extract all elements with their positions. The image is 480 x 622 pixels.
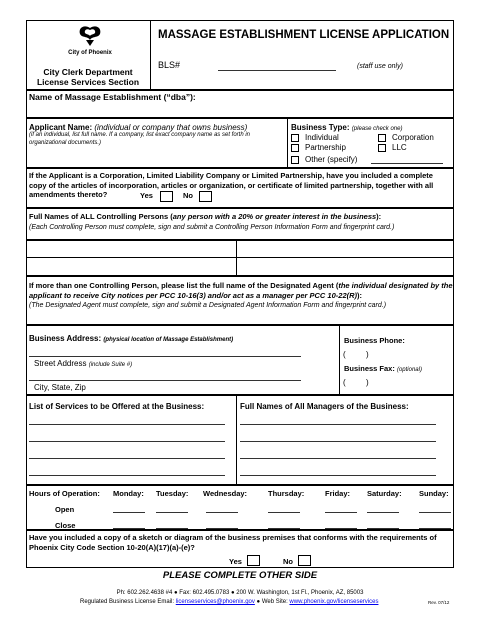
applicant-label-main: Applicant Name: — [29, 123, 93, 132]
address-label — [29, 334, 233, 343]
street-hint: (include Suite #) — [88, 362, 133, 368]
agent-text-a: If more than one Controlling Person, please list the full name of the Designated Agent ( — [29, 281, 339, 290]
applicant-label-sub: (individual or company that owns business) — [94, 123, 248, 132]
controlling-field-4[interactable] — [236, 257, 454, 276]
manager-line[interactable] — [240, 458, 436, 459]
option-corporation[interactable] — [378, 133, 434, 142]
footer-links — [80, 599, 378, 605]
option-individual[interactable] — [291, 133, 339, 142]
sketch-no-label: No — [283, 557, 293, 566]
checkbox-other[interactable] — [291, 156, 299, 164]
footer-contact: Ph: 602.262.4638 #4 ● Fax: 602.495.0783 ● 200 W. Washington, 1st Fl., Phoenix, AZ, 85003 — [116, 590, 364, 596]
option-corporation-label: Corporation — [392, 133, 434, 142]
corp-no-box[interactable] — [199, 191, 212, 202]
option-individual-label: Individual — [305, 133, 339, 142]
bls-label: BLS# — [158, 60, 181, 70]
agent-note: (The Designated Agent must complete, sign and submit a Designated Agent Information Form and fingerprint card.) — [29, 302, 387, 309]
close-label: Close — [55, 521, 76, 530]
day-thursday: Thursday: — [268, 489, 305, 498]
agent-text — [29, 281, 453, 300]
sketch-question: Have you included a copy of a sketch or diagram of the business premises that conforms with the requirements of Phoenix City Code Section 10-20(A)(17)(a)-(e)? — [29, 533, 437, 552]
close-monday[interactable] — [113, 528, 145, 529]
revision-label: Rev. 07/12 — [428, 600, 450, 605]
open-saturday[interactable] — [367, 512, 399, 513]
service-line[interactable] — [29, 475, 225, 476]
applicant-note: (if an individual, list full name. If a company, list exact company name as set forth in organizational documents.) — [29, 132, 250, 146]
sketch-no-box[interactable] — [298, 555, 311, 566]
header-divider — [150, 20, 151, 90]
business-type-main: Business Type: — [291, 123, 350, 132]
phone-paren-open: ( — [343, 350, 346, 359]
hours-label: Hours of Operation: — [29, 489, 100, 498]
day-sunday: Sunday: — [419, 489, 449, 498]
option-llc[interactable] — [378, 143, 407, 152]
manager-line[interactable] — [240, 441, 436, 442]
open-label: Open — [55, 505, 75, 514]
checkbox-corporation[interactable] — [378, 134, 386, 142]
open-tuesday[interactable] — [156, 512, 188, 513]
service-line[interactable] — [29, 458, 225, 459]
fax-hint: (optional) — [396, 367, 422, 373]
web-prefix: ● Web Site: — [256, 599, 288, 605]
managers-label: Full Names of All Managers of the Business: — [240, 402, 409, 411]
services-divider — [236, 395, 237, 485]
street-line[interactable] — [29, 356, 301, 357]
close-sunday[interactable] — [419, 528, 451, 529]
day-tuesday: Tuesday: — [156, 489, 189, 498]
day-wednesday: Wednesday: — [203, 489, 248, 498]
corp-yes-box[interactable] — [160, 191, 173, 202]
manager-line[interactable] — [240, 424, 436, 425]
corp-question: If the Applicant is a Corporation, Limited Liability Company or Limited Partnership, have you included a complete copy of the articles of incorporation, articles or organization, or certificate of limited partnership, together with all amendments thereto? — [29, 171, 434, 199]
business-type-hint: (please check one) — [351, 126, 403, 132]
option-partnership[interactable] — [291, 143, 346, 152]
checkbox-individual[interactable] — [291, 134, 299, 142]
phoenix-logo-icon — [70, 24, 110, 48]
close-saturday[interactable] — [367, 528, 399, 529]
corp-yes-label: Yes — [140, 191, 153, 200]
option-llc-label: LLC — [392, 143, 407, 152]
other-specify-line[interactable] — [371, 163, 443, 164]
controlling-label-em: any person with a 20% or greater interest in the business — [172, 212, 377, 221]
phone-label: Business Phone: — [344, 336, 405, 345]
business-type-label — [291, 123, 402, 132]
agent-text-b: ): — [357, 290, 363, 300]
day-monday: Monday: — [113, 489, 144, 498]
open-monday[interactable] — [113, 512, 145, 513]
close-wednesday[interactable] — [206, 528, 238, 529]
controlling-field-3[interactable] — [26, 257, 237, 276]
applicant-label — [29, 123, 247, 132]
city-label: City, State, Zip — [34, 383, 86, 392]
open-thursday[interactable] — [268, 512, 300, 513]
web-link[interactable]: www.phoenix.gov/licenseservices — [289, 599, 379, 605]
close-tuesday[interactable] — [156, 528, 188, 529]
page-title: MASSAGE ESTABLISHMENT LICENSE APPLICATION — [158, 29, 450, 41]
option-partnership-label: Partnership — [305, 143, 346, 152]
open-wednesday[interactable] — [206, 512, 238, 513]
day-saturday: Saturday: — [367, 489, 402, 498]
open-sunday[interactable] — [419, 512, 451, 513]
fax-label — [344, 364, 422, 373]
address-hint: (physical location of Massage Establishment) — [103, 337, 234, 343]
fax-label-main: Business Fax: — [344, 364, 395, 373]
controlling-label — [29, 212, 381, 221]
option-other[interactable] — [291, 155, 357, 164]
logo-text: City of Phoenix — [68, 50, 112, 56]
option-other-label: Other (specify) — [305, 155, 358, 164]
dept-line1: City Clerk Department — [43, 67, 133, 77]
applicant-divider — [287, 118, 288, 168]
fax-paren-close: ) — [366, 378, 369, 387]
fax-paren-open: ( — [343, 378, 346, 387]
complete-other-side: PLEASE COMPLETE OTHER SIDE — [162, 570, 318, 581]
controlling-label-a: Full Names of ALL Controlling Persons ( — [29, 212, 173, 221]
close-thursday[interactable] — [268, 528, 300, 529]
controlling-field-2[interactable] — [236, 240, 454, 258]
street-label-main: Street Address — [34, 359, 87, 368]
checkbox-llc[interactable] — [378, 144, 386, 152]
phone-paren-close: ) — [366, 350, 369, 359]
controlling-field-1[interactable] — [26, 240, 237, 258]
email-link[interactable]: licenseservices@phoenix.gov — [175, 599, 255, 605]
agent-text-em: the individual designated by the applicant to receive City notices per PCC 10-16(3) and/or act as a manager per PCC 10-22(R) — [29, 281, 453, 300]
services-label: List of Services to be Offered at the Business: — [29, 402, 205, 411]
address-label-main: Business Address: — [29, 334, 102, 343]
open-friday[interactable] — [325, 512, 357, 513]
city-line[interactable] — [29, 380, 301, 381]
controlling-label-end: ): — [376, 212, 382, 221]
street-label — [34, 359, 132, 368]
sketch-yes-label: Yes — [229, 557, 242, 566]
checkbox-partnership[interactable] — [291, 144, 299, 152]
service-line[interactable] — [29, 441, 225, 442]
address-divider — [339, 325, 340, 395]
staff-note: (staff use only) — [357, 63, 403, 70]
day-friday: Friday: — [325, 489, 351, 498]
controlling-note: (Each Controlling Person must complete, sign and submit a Controlling Person Information Form and fingerprint card.) — [29, 224, 395, 231]
bls-input-line[interactable] — [218, 70, 336, 71]
email-prefix: Regulated Business License Email: — [80, 599, 175, 605]
service-line[interactable] — [29, 424, 225, 425]
manager-line[interactable] — [240, 475, 436, 476]
establishment-label: Name of Massage Establishment (“dba”): — [29, 92, 196, 102]
dept-line2: License Services Section — [36, 77, 140, 87]
sketch-yes-box[interactable] — [247, 555, 260, 566]
close-friday[interactable] — [325, 528, 357, 529]
corp-no-label: No — [183, 191, 193, 200]
